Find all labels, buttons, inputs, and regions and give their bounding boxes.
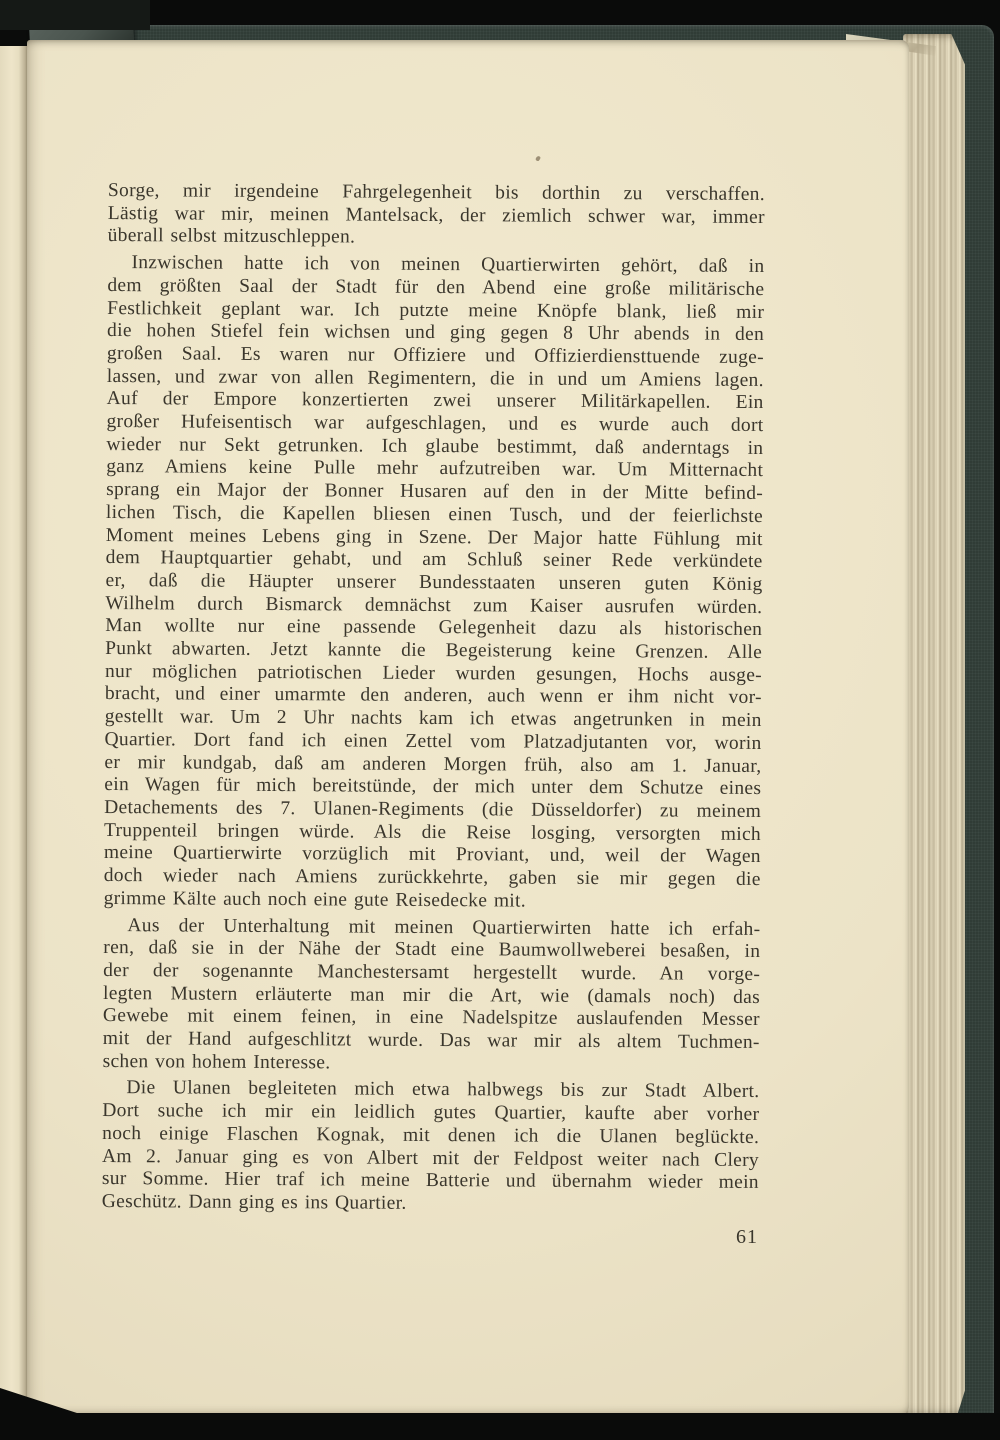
book-page xyxy=(27,40,909,1414)
text-line: ein Wagen für mich bereitstünde, der mich unter dem Schutze eines xyxy=(104,774,762,800)
text-line: dem Hauptquartier gehabt, und am Schluß seiner Rede verkündete xyxy=(105,547,763,573)
paragraph xyxy=(102,1077,760,1217)
page-edge-stack-right xyxy=(903,34,965,1418)
text-block xyxy=(102,180,765,1218)
text-line: Man wollte nur eine passende Gelegenheit dazu als historischen xyxy=(105,615,763,641)
text-line: mit der Hand aufgeschlitzt wurde. Das war mir als altem Tuchmen- xyxy=(102,1027,760,1054)
text-line: ganz Amiens keine Pulle mehr aufzutreiben war. Um Mitternacht xyxy=(106,456,764,482)
text-line: wieder nur Sekt getrunken. Ich glaube bestimmt, daß anderntags in xyxy=(106,433,764,459)
text-line: Geschütz. Dann ging es ins Quartier. xyxy=(101,1190,407,1214)
text-line: großer Hufeisentisch war aufgeschlagen, und es wurde auch dort xyxy=(106,411,764,437)
text-line: Am 2. Januar ging es von Albert mit der Feldpost weiter nach Clery xyxy=(101,1145,760,1171)
text-line: lichen Tisch, die Kapellen bliesen einen Tusch, und der feierlichste xyxy=(105,501,764,527)
text-line: bracht, und einer umarmte den anderen, auch wenn er ihm nicht vor- xyxy=(104,683,762,709)
text-line: nur möglichen patriotischen Lieder wurden gesungen, Hochs ausge- xyxy=(104,660,763,686)
text-line: Moment meines Lebens ging in Szene. Der Major hatte Fühlung mit xyxy=(105,524,763,550)
text-line: Dort suche ich mir ein leidlich gutes Quartier, kaufte aber vorher xyxy=(102,1100,760,1126)
scanner-background-corner xyxy=(0,0,150,30)
paragraph xyxy=(103,914,761,1077)
text-line: Auf der Empore konzertierten zwei unserer Militärkapellen. Ein xyxy=(106,388,764,414)
ink-speck xyxy=(535,155,541,161)
facing-page-edge-left xyxy=(0,46,30,1406)
text-line: die hohen Stiefel fein wichsen und ging gegen 8 Uhr abends in den xyxy=(107,320,765,346)
text-line: er mir kundgab, daß am anderen Morgen früh, also am 1. Januar, xyxy=(104,751,762,777)
text-line: schen von hohem Interesse. xyxy=(102,1050,331,1074)
text-line: gestellt war. Um 2 Uhr nachts kam ich etwas angetrunken in mein xyxy=(104,706,762,732)
text-line: überall selbst mitzuschleppen. xyxy=(107,225,356,248)
text-line: dem größten Saal der Stadt für den Abend eine große militärische xyxy=(107,274,765,300)
text-line: meine Quartierwirte vorzüglich mit Proviant, und, weil der Wagen xyxy=(103,842,761,868)
text-line: Sorge, mir irgendeine Fahrgelegenheit bis dorthin zu verschaffen. xyxy=(107,180,765,206)
text-line: Detachements des 7. Ulanen-Regiments (die Düsseldorfer) zu meinem xyxy=(104,796,762,822)
text-line: grimme Kälte auch noch eine gute Reisedecke mit. xyxy=(103,887,527,912)
text-line: Inzwischen hatte ich von meinen Quartierwirten gehört, daß in xyxy=(131,252,765,278)
text-line: legten Mustern erläuterte man mir die Art, wie (damals noch) das xyxy=(102,982,761,1008)
text-line: Wilhelm durch Bismarck demnächst zum Kaiser ausrufen würden. xyxy=(105,592,763,618)
text-line: der der sogenannte Manchestersamt hergestellt wurde. An vorge- xyxy=(103,959,761,985)
text-line: er, daß die Häupter unserer Bundesstaaten unseren guten König xyxy=(105,569,763,595)
text-line: Truppenteil bringen würde. Als die Reise losging, versorgten mich xyxy=(103,819,762,845)
text-line: Die Ulanen begleiteten mich etwa halbwegs bis zur Stadt Albert. xyxy=(126,1077,760,1103)
text-line: großen Saal. Es waren nur Offiziere und Offizierdiensttuende zuge- xyxy=(106,342,764,368)
text-line: Aus der Unterhaltung mit meinen Quartierwirten hatte ich erfah- xyxy=(127,914,761,940)
scanner-background-bottom xyxy=(0,1413,1000,1440)
text-line: doch wieder nach Amiens zurückkehrte, gaben sie mir gegen die xyxy=(103,865,761,891)
text-line: Quartier. Dort fand ich einen Zettel vom Platzadjutanten vor, worin xyxy=(104,728,762,754)
text-line: lassen, und zwar von allen Regimentern, die in und um Amiens lagen. xyxy=(106,365,764,391)
text-line: ren, daß sie in der Nähe der Stadt eine Baumwollweberei besaßen, in xyxy=(103,937,761,963)
text-line: sprang ein Major der Bonner Husaren auf den in der Mitte befind- xyxy=(106,479,764,505)
text-line: Punkt abwarten. Jetzt kannte die Begeisterung keine Grenzen. Alle xyxy=(105,638,763,664)
paragraph xyxy=(108,180,765,252)
page-number: 61 xyxy=(736,1226,758,1248)
text-line: noch einige Flaschen Kognak, mit denen ich die Ulanen beglückte. xyxy=(102,1122,760,1148)
text-line: sur Somme. Hier traf ich meine Batterie und übernahm wieder mein xyxy=(101,1168,759,1194)
text-line: Gewebe mit einem feinen, in eine Nadelspitze auslaufenden Messer xyxy=(102,1005,760,1031)
paragraph xyxy=(104,252,765,914)
text-line: Festlichkeit geplant war. Ich putzte meine Knöpfe blank, ließ mir xyxy=(107,297,765,323)
text-line: Lästig war mir, meinen Mantelsack, der ziemlich schwer war, immer xyxy=(107,202,765,228)
